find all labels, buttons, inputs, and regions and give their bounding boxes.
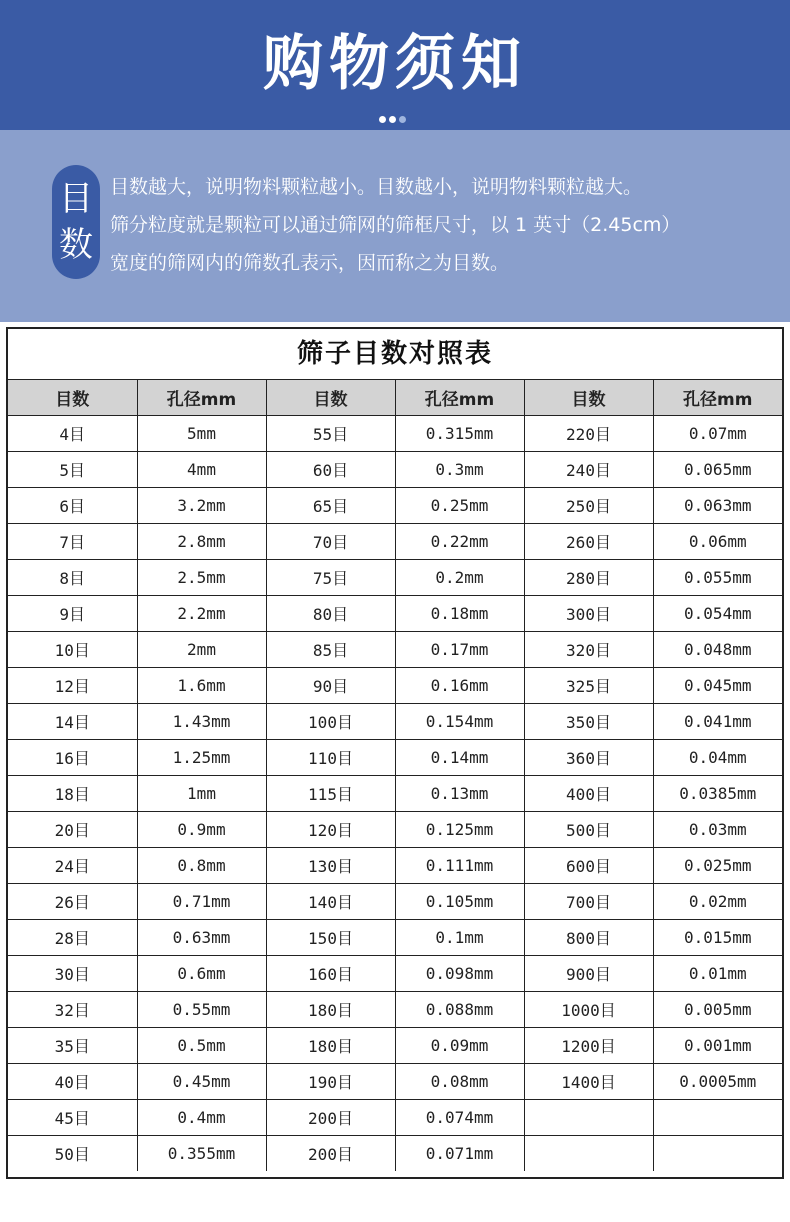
aperture-cell: 0.005mm	[653, 992, 782, 1028]
aperture-cell: 0.074mm	[395, 1100, 524, 1136]
aperture-cell: 0.63mm	[137, 920, 266, 956]
aperture-cell: 0.001mm	[653, 1028, 782, 1064]
mesh-count-cell: 150目	[266, 920, 395, 956]
column-header: 孔径mm	[395, 380, 524, 416]
mesh-count-cell: 32目	[8, 992, 137, 1028]
aperture-cell: 0.111mm	[395, 848, 524, 884]
table-row	[8, 416, 782, 452]
dot-icon	[379, 116, 386, 123]
aperture-cell: 0.105mm	[395, 884, 524, 920]
mesh-count-cell: 360目	[524, 740, 653, 776]
aperture-cell: 0.17mm	[395, 632, 524, 668]
mesh-count-cell: 140目	[266, 884, 395, 920]
table-row	[8, 488, 782, 524]
aperture-cell: 0.8mm	[137, 848, 266, 884]
mesh-count-cell: 700目	[524, 884, 653, 920]
mesh-count-cell: 110目	[266, 740, 395, 776]
mesh-count-cell	[524, 1136, 653, 1172]
aperture-cell: 0.071mm	[395, 1136, 524, 1172]
aperture-cell: 5mm	[137, 416, 266, 452]
mesh-count-cell: 130目	[266, 848, 395, 884]
mesh-table-container	[6, 327, 784, 1179]
mesh-count-cell: 6目	[8, 488, 137, 524]
aperture-cell: 2.5mm	[137, 560, 266, 596]
aperture-cell: 1.25mm	[137, 740, 266, 776]
table-row	[8, 560, 782, 596]
aperture-cell: 0.01mm	[653, 956, 782, 992]
intro-text	[110, 168, 770, 282]
aperture-cell: 0.16mm	[395, 668, 524, 704]
table-row	[8, 1064, 782, 1100]
aperture-cell: 0.03mm	[653, 812, 782, 848]
mesh-count-cell: 160目	[266, 956, 395, 992]
column-header: 目数	[8, 380, 137, 416]
aperture-cell: 0.355mm	[137, 1136, 266, 1172]
aperture-cell: 0.55mm	[137, 992, 266, 1028]
mesh-count-cell: 85目	[266, 632, 395, 668]
aperture-cell: 0.45mm	[137, 1064, 266, 1100]
table-row	[8, 992, 782, 1028]
aperture-cell: 0.048mm	[653, 632, 782, 668]
aperture-cell: 0.06mm	[653, 524, 782, 560]
column-header: 孔径mm	[653, 380, 782, 416]
mesh-count-cell: 325目	[524, 668, 653, 704]
aperture-cell: 0.2mm	[395, 560, 524, 596]
mesh-count-cell: 190目	[266, 1064, 395, 1100]
aperture-cell: 0.315mm	[395, 416, 524, 452]
mesh-count-cell: 20目	[8, 812, 137, 848]
mesh-count-cell: 280目	[524, 560, 653, 596]
aperture-cell: 0.04mm	[653, 740, 782, 776]
table-row	[8, 668, 782, 704]
table-row	[8, 740, 782, 776]
table-row	[8, 884, 782, 920]
aperture-cell: 0.07mm	[653, 416, 782, 452]
table-row	[8, 452, 782, 488]
aperture-cell: 3.2mm	[137, 488, 266, 524]
aperture-cell: 0.154mm	[395, 704, 524, 740]
mesh-count-cell: 200目	[266, 1100, 395, 1136]
mesh-count-cell: 26目	[8, 884, 137, 920]
aperture-cell: 0.063mm	[653, 488, 782, 524]
aperture-cell: 2.2mm	[137, 596, 266, 632]
page-title: 购物须知	[263, 29, 527, 99]
aperture-cell: 0.015mm	[653, 920, 782, 956]
dot-icon	[399, 116, 406, 123]
header-banner	[0, 0, 790, 130]
mesh-count-cell: 180目	[266, 1028, 395, 1064]
mesh-count-cell: 900目	[524, 956, 653, 992]
intro-line: 目数越大，说明物料颗粒越小。目数越小，说明物料颗粒越大。	[110, 176, 643, 198]
mesh-count-cell: 350目	[524, 704, 653, 740]
aperture-cell: 0.045mm	[653, 668, 782, 704]
intro-section	[0, 130, 790, 322]
mesh-table	[8, 380, 782, 1171]
mesh-count-cell: 1200目	[524, 1028, 653, 1064]
table-row	[8, 812, 782, 848]
column-header: 孔径mm	[137, 380, 266, 416]
mesh-count-cell: 320目	[524, 632, 653, 668]
mesh-count-cell: 115目	[266, 776, 395, 812]
mesh-count-cell: 120目	[266, 812, 395, 848]
aperture-cell: 1.6mm	[137, 668, 266, 704]
mesh-count-cell: 500目	[524, 812, 653, 848]
aperture-cell: 0.3mm	[395, 452, 524, 488]
table-header-row	[8, 380, 782, 416]
mesh-count-cell: 50目	[8, 1136, 137, 1172]
aperture-cell	[653, 1136, 782, 1172]
aperture-cell: 1.43mm	[137, 704, 266, 740]
mesh-count-cell: 24目	[8, 848, 137, 884]
aperture-cell: 0.71mm	[137, 884, 266, 920]
mesh-count-cell: 16目	[8, 740, 137, 776]
mesh-count-cell	[524, 1100, 653, 1136]
mesh-count-cell: 10目	[8, 632, 137, 668]
mesh-count-cell: 70目	[266, 524, 395, 560]
table-row	[8, 1100, 782, 1136]
mesh-count-cell: 14目	[8, 704, 137, 740]
intro-line: 宽度的筛网内的筛数孔表示，因而称之为目数。	[110, 252, 510, 274]
mesh-count-cell: 40目	[8, 1064, 137, 1100]
aperture-cell: 0.4mm	[137, 1100, 266, 1136]
table-row	[8, 956, 782, 992]
mesh-count-cell: 180目	[266, 992, 395, 1028]
mesh-count-cell: 60目	[266, 452, 395, 488]
mesh-count-cell: 30目	[8, 956, 137, 992]
aperture-cell: 0.14mm	[395, 740, 524, 776]
aperture-cell: 0.1mm	[395, 920, 524, 956]
mesh-count-cell: 600目	[524, 848, 653, 884]
aperture-cell: 0.025mm	[653, 848, 782, 884]
table-row	[8, 920, 782, 956]
aperture-cell: 0.054mm	[653, 596, 782, 632]
aperture-cell: 0.25mm	[395, 488, 524, 524]
aperture-cell: 0.13mm	[395, 776, 524, 812]
aperture-cell: 0.09mm	[395, 1028, 524, 1064]
mesh-count-cell: 45目	[8, 1100, 137, 1136]
mesh-count-cell: 100目	[266, 704, 395, 740]
column-header: 目数	[266, 380, 395, 416]
mesh-count-cell: 1400目	[524, 1064, 653, 1100]
aperture-cell: 0.055mm	[653, 560, 782, 596]
mesh-count-cell: 9目	[8, 596, 137, 632]
table-body	[8, 416, 782, 1172]
mesh-count-cell: 75目	[266, 560, 395, 596]
mesh-count-cell: 28目	[8, 920, 137, 956]
aperture-cell: 0.6mm	[137, 956, 266, 992]
mesh-count-cell: 5目	[8, 452, 137, 488]
table-row	[8, 704, 782, 740]
table-row	[8, 1028, 782, 1064]
aperture-cell: 0.088mm	[395, 992, 524, 1028]
mesh-count-cell: 80目	[266, 596, 395, 632]
mesh-count-cell: 800目	[524, 920, 653, 956]
aperture-cell: 0.041mm	[653, 704, 782, 740]
badge-char: 目	[59, 179, 93, 219]
aperture-cell: 2.8mm	[137, 524, 266, 560]
mesh-count-cell: 400目	[524, 776, 653, 812]
mesh-count-cell: 12目	[8, 668, 137, 704]
mesh-count-cell: 8目	[8, 560, 137, 596]
column-header: 目数	[524, 380, 653, 416]
mesh-badge	[52, 165, 100, 279]
mesh-count-cell: 260目	[524, 524, 653, 560]
aperture-cell: 0.22mm	[395, 524, 524, 560]
dot-icon	[389, 116, 396, 123]
aperture-cell: 1mm	[137, 776, 266, 812]
aperture-cell: 2mm	[137, 632, 266, 668]
mesh-count-cell: 250目	[524, 488, 653, 524]
mesh-count-cell: 1000目	[524, 992, 653, 1028]
aperture-cell: 0.0385mm	[653, 776, 782, 812]
table-row	[8, 524, 782, 560]
table-row	[8, 776, 782, 812]
aperture-cell: 0.5mm	[137, 1028, 266, 1064]
table-row	[8, 632, 782, 668]
table-title: 筛子目数对照表	[8, 329, 782, 380]
mesh-count-cell: 65目	[266, 488, 395, 524]
mesh-count-cell: 18目	[8, 776, 137, 812]
aperture-cell: 0.18mm	[395, 596, 524, 632]
mesh-count-cell: 220目	[524, 416, 653, 452]
aperture-cell: 0.065mm	[653, 452, 782, 488]
mesh-count-cell: 35目	[8, 1028, 137, 1064]
table-row	[8, 596, 782, 632]
mesh-count-cell: 55目	[266, 416, 395, 452]
carousel-dots	[379, 108, 409, 127]
mesh-count-cell: 90目	[266, 668, 395, 704]
aperture-cell: 0.125mm	[395, 812, 524, 848]
mesh-count-cell: 7目	[8, 524, 137, 560]
table-row	[8, 848, 782, 884]
mesh-count-cell: 4目	[8, 416, 137, 452]
intro-line: 筛分粒度就是颗粒可以通过筛网的筛框尺寸，以 1 英寸（2.45cm）	[110, 214, 681, 236]
aperture-cell: 0.098mm	[395, 956, 524, 992]
mesh-count-cell: 300目	[524, 596, 653, 632]
badge-char: 数	[59, 225, 93, 265]
aperture-cell: 0.9mm	[137, 812, 266, 848]
table-row	[8, 1136, 782, 1172]
mesh-count-cell: 240目	[524, 452, 653, 488]
aperture-cell: 4mm	[137, 452, 266, 488]
aperture-cell	[653, 1100, 782, 1136]
aperture-cell: 0.0005mm	[653, 1064, 782, 1100]
aperture-cell: 0.08mm	[395, 1064, 524, 1100]
mesh-count-cell: 200目	[266, 1136, 395, 1172]
aperture-cell: 0.02mm	[653, 884, 782, 920]
